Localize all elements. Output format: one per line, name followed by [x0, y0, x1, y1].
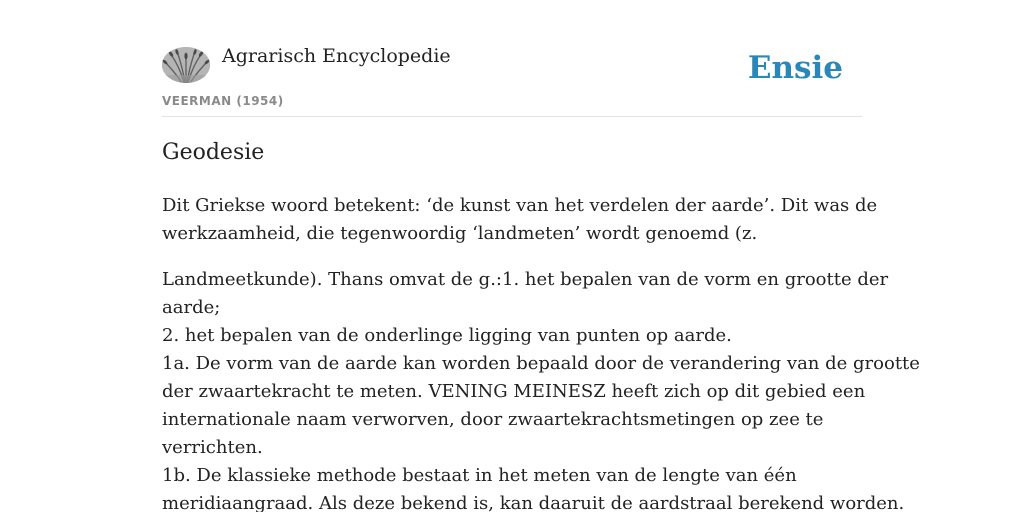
publication-title[interactable]: Agrarisch Encyclopedie [222, 45, 451, 67]
entry-title: Geodesie [162, 140, 265, 165]
author-year-label: VEERMAN (1954) [162, 94, 284, 108]
wheat-logo-icon[interactable] [162, 47, 210, 83]
text-line: verrichten. [162, 437, 263, 458]
content-column [162, 0, 920, 512]
text-line: 1b. De klassieke methode bestaat in het meten van de lengte van één [162, 465, 797, 486]
text-line: internationale naam verworven, door zwaartekrachtsmetingen op zee te [162, 409, 824, 430]
text-line: werkzaamheid, die tegenwoordig ‘landmeten’ wordt genoemd (z. [162, 223, 758, 244]
entry-body [162, 192, 920, 512]
paragraph [162, 192, 878, 248]
ensie-brand-link[interactable]: Ensie [747, 50, 843, 86]
text-line: 1a. De vorm van de aarde kan worden bepaald door de verandering van de grootte [162, 353, 920, 374]
paragraph [162, 266, 920, 512]
text-line: meridiaangraad. Als deze bekend is, kan daaruit de aardstraal berekend worden. [162, 493, 905, 512]
text-line: Landmeetkunde). Thans omvat de g.:1. het bepalen van de vorm en grootte der [162, 269, 889, 290]
text-line: 2. het bepalen van de onderlinge ligging van punten op aarde. [162, 325, 732, 346]
entry-header [162, 0, 862, 117]
text-line: Dit Griekse woord betekent: ‘de kunst van het verdelen der aarde’. Dit was de [162, 195, 878, 216]
text-line: aarde; [162, 297, 221, 318]
text-line: der zwaartekracht te meten. VENING MEINESZ heeft zich op dit gebied een [162, 381, 866, 402]
